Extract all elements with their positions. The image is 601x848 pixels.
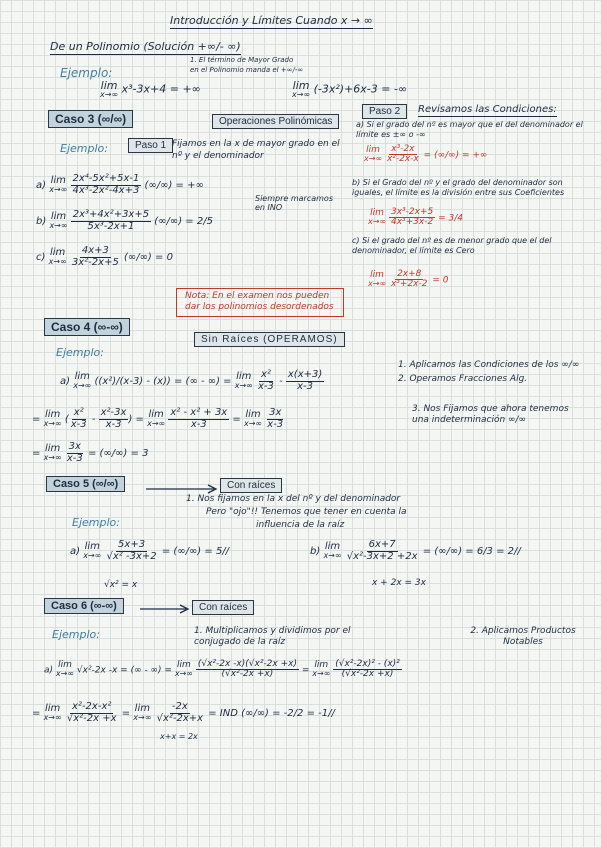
caso5-ejemplo: Ejemplo: <box>72 516 120 529</box>
caso6-arrow <box>140 604 190 614</box>
intro-ejemplo: Ejemplo: <box>60 66 113 80</box>
caso4-ejemplo: Ejemplo: <box>56 346 104 359</box>
caso3-ejemplo: Ejemplo: <box>60 142 108 155</box>
caso3-example-b: b) lim x→∞ $\frac{\text{2x³+4x²+3x+5}}{\text{5x³-2x+1}}$ (∞/∞) = 2/5 <box>36 209 213 232</box>
caso3-paso2-text: Revisamos las Condiciones: <box>418 104 557 115</box>
caso3-paso2: Paso 2 <box>362 104 407 119</box>
caso5-title: Caso 5 (∞/∞) <box>46 476 125 492</box>
intro-example-1: lim x→∞ x³-3x+4 = +∞ <box>100 79 201 99</box>
caso4-line3: = lim x→∞ $\frac{3x}{x-3}$ = (∞/∞) = 3 <box>32 441 149 464</box>
caso3-example-c: c) lim x→∞ $\frac{4x+3}{\text{3x²-2x+5}}$ (∞/∞) = 0 <box>36 245 173 268</box>
caso3-note: Nota: En el examen nos pueden dar los polinomios desordenados <box>176 288 344 317</box>
caso3-example-a: a) lim x→∞ $\frac{\text{2x⁴-5x²+5x-1}}{\text{4x³-2x²-4x+3}}$ (∞/∞) = +∞ <box>36 173 204 196</box>
caso3-paso1-text: Fijamos en la x de mayor grado en el nº y el denominador <box>172 139 340 161</box>
caso5-example-a: a) lim x→∞ $\frac{5x+3}{\text{√x² -3x+2}}$ = (∞/∞) = 5// <box>70 539 230 562</box>
caso6-ejemplo: Ejemplo: <box>52 628 100 641</box>
caso6-line2: = lim x→∞ $\frac{\text{x²-2x-x²}}{\text{√x²-2x +x}}$ = lim x→∞ $\frac{-2x}{\text{√x²-2x+x}}$ = IND (∞/∞) = -2/2 = -1// <box>32 701 335 724</box>
caso4-title: Caso 4 (∞-∞) <box>44 318 130 336</box>
caso5-note3: influencia de la raíz <box>256 520 345 530</box>
caso3-cond-a: a) Si el grado del nº es mayor que el del denominador el límite es ±∞ o -∞ <box>356 120 583 139</box>
intro-rule-1: 1. El término de Mayor Grado <box>190 56 294 64</box>
caso4-step1: 1. Aplicamos las Condiciones de los ∞/∞ <box>398 360 580 370</box>
caso5-con-raices: Con raíces <box>220 478 282 493</box>
caso3-paso1: Paso 1 <box>128 138 173 153</box>
caso5-note2: Pero "ojo"!! Tenemos que tener en cuenta la <box>206 507 407 517</box>
caso5-example-b: b) lim x→∞ $\frac{6x+7}{\text{√x²-3x+2 +2x}}$ = (∞/∞) = 6/3 = 2// <box>310 539 521 562</box>
caso3-a-note: Siempre marcamos en INO <box>255 194 333 212</box>
caso6-step1: 1. Multiplicamos y dividimos por el conjugado de la raíz <box>194 626 351 648</box>
caso5-note1: 1. Nos fijamos en la x del nº y del denominador <box>186 494 401 504</box>
caso6-line2-note: x+x = 2x <box>160 732 198 741</box>
caso3-cond-b: b) Si el Grado del nº y el grado del denominador son iguales, el límite es la división entre sus Coeficientes <box>352 178 565 197</box>
caso5-b-note: x + 2x = 3x <box>372 578 426 588</box>
caso4-step3: 3. Nos Fijamos que ahora tenemos una indeterminación ∞/∞ <box>412 404 569 426</box>
caso5-arrow <box>146 484 218 494</box>
caso5-a-note: √x² = x <box>104 580 138 590</box>
intro-rule-2: en el Polinomio manda el +∞/-∞ <box>190 66 304 74</box>
page-title: Introducción y Límites Cuando x → ∞ <box>170 14 373 27</box>
caso3-title: Caso 3 (∞/∞) <box>48 110 133 128</box>
caso6-example-a: a) lim x→∞ √x²-2x -x = (∞ - ∞) = lim x→∞ $\frac{\text{(√x²-2x -x)(√x²-2x +x)}}{\text{(√x²-2x +x)}}$ = lim x→∞ $\frac{\text{(√x²-2x)² - (x)²}}{\text{(√x²-2x +x)}}$ <box>44 659 400 680</box>
caso3-cond-c: c) Si el grado del nº es de menor grado que el del denominador, el límite es Cero <box>352 236 552 255</box>
caso6-con-raices: Con raíces <box>192 600 254 615</box>
intro-example-2: lim x→∞ (-3x²)+6x-3 = -∞ <box>292 79 408 99</box>
caso3-operaciones: Operaciones Polinómicas <box>212 114 339 129</box>
caso4-line2: = lim x→∞ ( $\frac{\text{x²}}{x-3}$ - $\frac{\text{x²-3x}}{x-3}$ ) = lim x→∞ $\frac{\text{x² - x² + 3x}}{x-3}$ = lim x→∞ $\frac{3x}{x-3}$ <box>32 407 284 430</box>
caso4-subtitle: Sin Raíces (OPERAMOS) <box>194 332 345 347</box>
intro-heading: De un Polinomio (Solución +∞/- ∞) <box>50 40 241 53</box>
caso4-step2: 2. Operamos Fracciones Alg. <box>398 374 528 384</box>
caso3-cond-b-example: lim x→∞ $\frac{\text{3x³-2x+5}}{\text{4x³+3x-2}}$ = 3/4 <box>368 207 463 228</box>
caso4-example-a: a) lim x→∞ ((x²)/(x-3) - (x)) = (∞ - ∞) = lim x→∞ $\frac{\text{x²}}{x-3}$ - $\frac{x(x+3)}{x-3}$ <box>60 369 323 392</box>
caso6-step2: 2. Aplicamos Productos Notables <box>470 626 576 648</box>
caso6-title: Caso 6 (∞-∞) <box>44 598 124 614</box>
caso3-cond-c-example: lim x→∞ $\frac{2x+8}{\text{x³+2x-2}}$ = 0 <box>368 269 449 290</box>
caso3-cond-a-example: lim x→∞ $\frac{\text{x³-2x}}{\text{x²-2x-x}}$ = (∞/∞) = +∞ <box>364 144 488 165</box>
